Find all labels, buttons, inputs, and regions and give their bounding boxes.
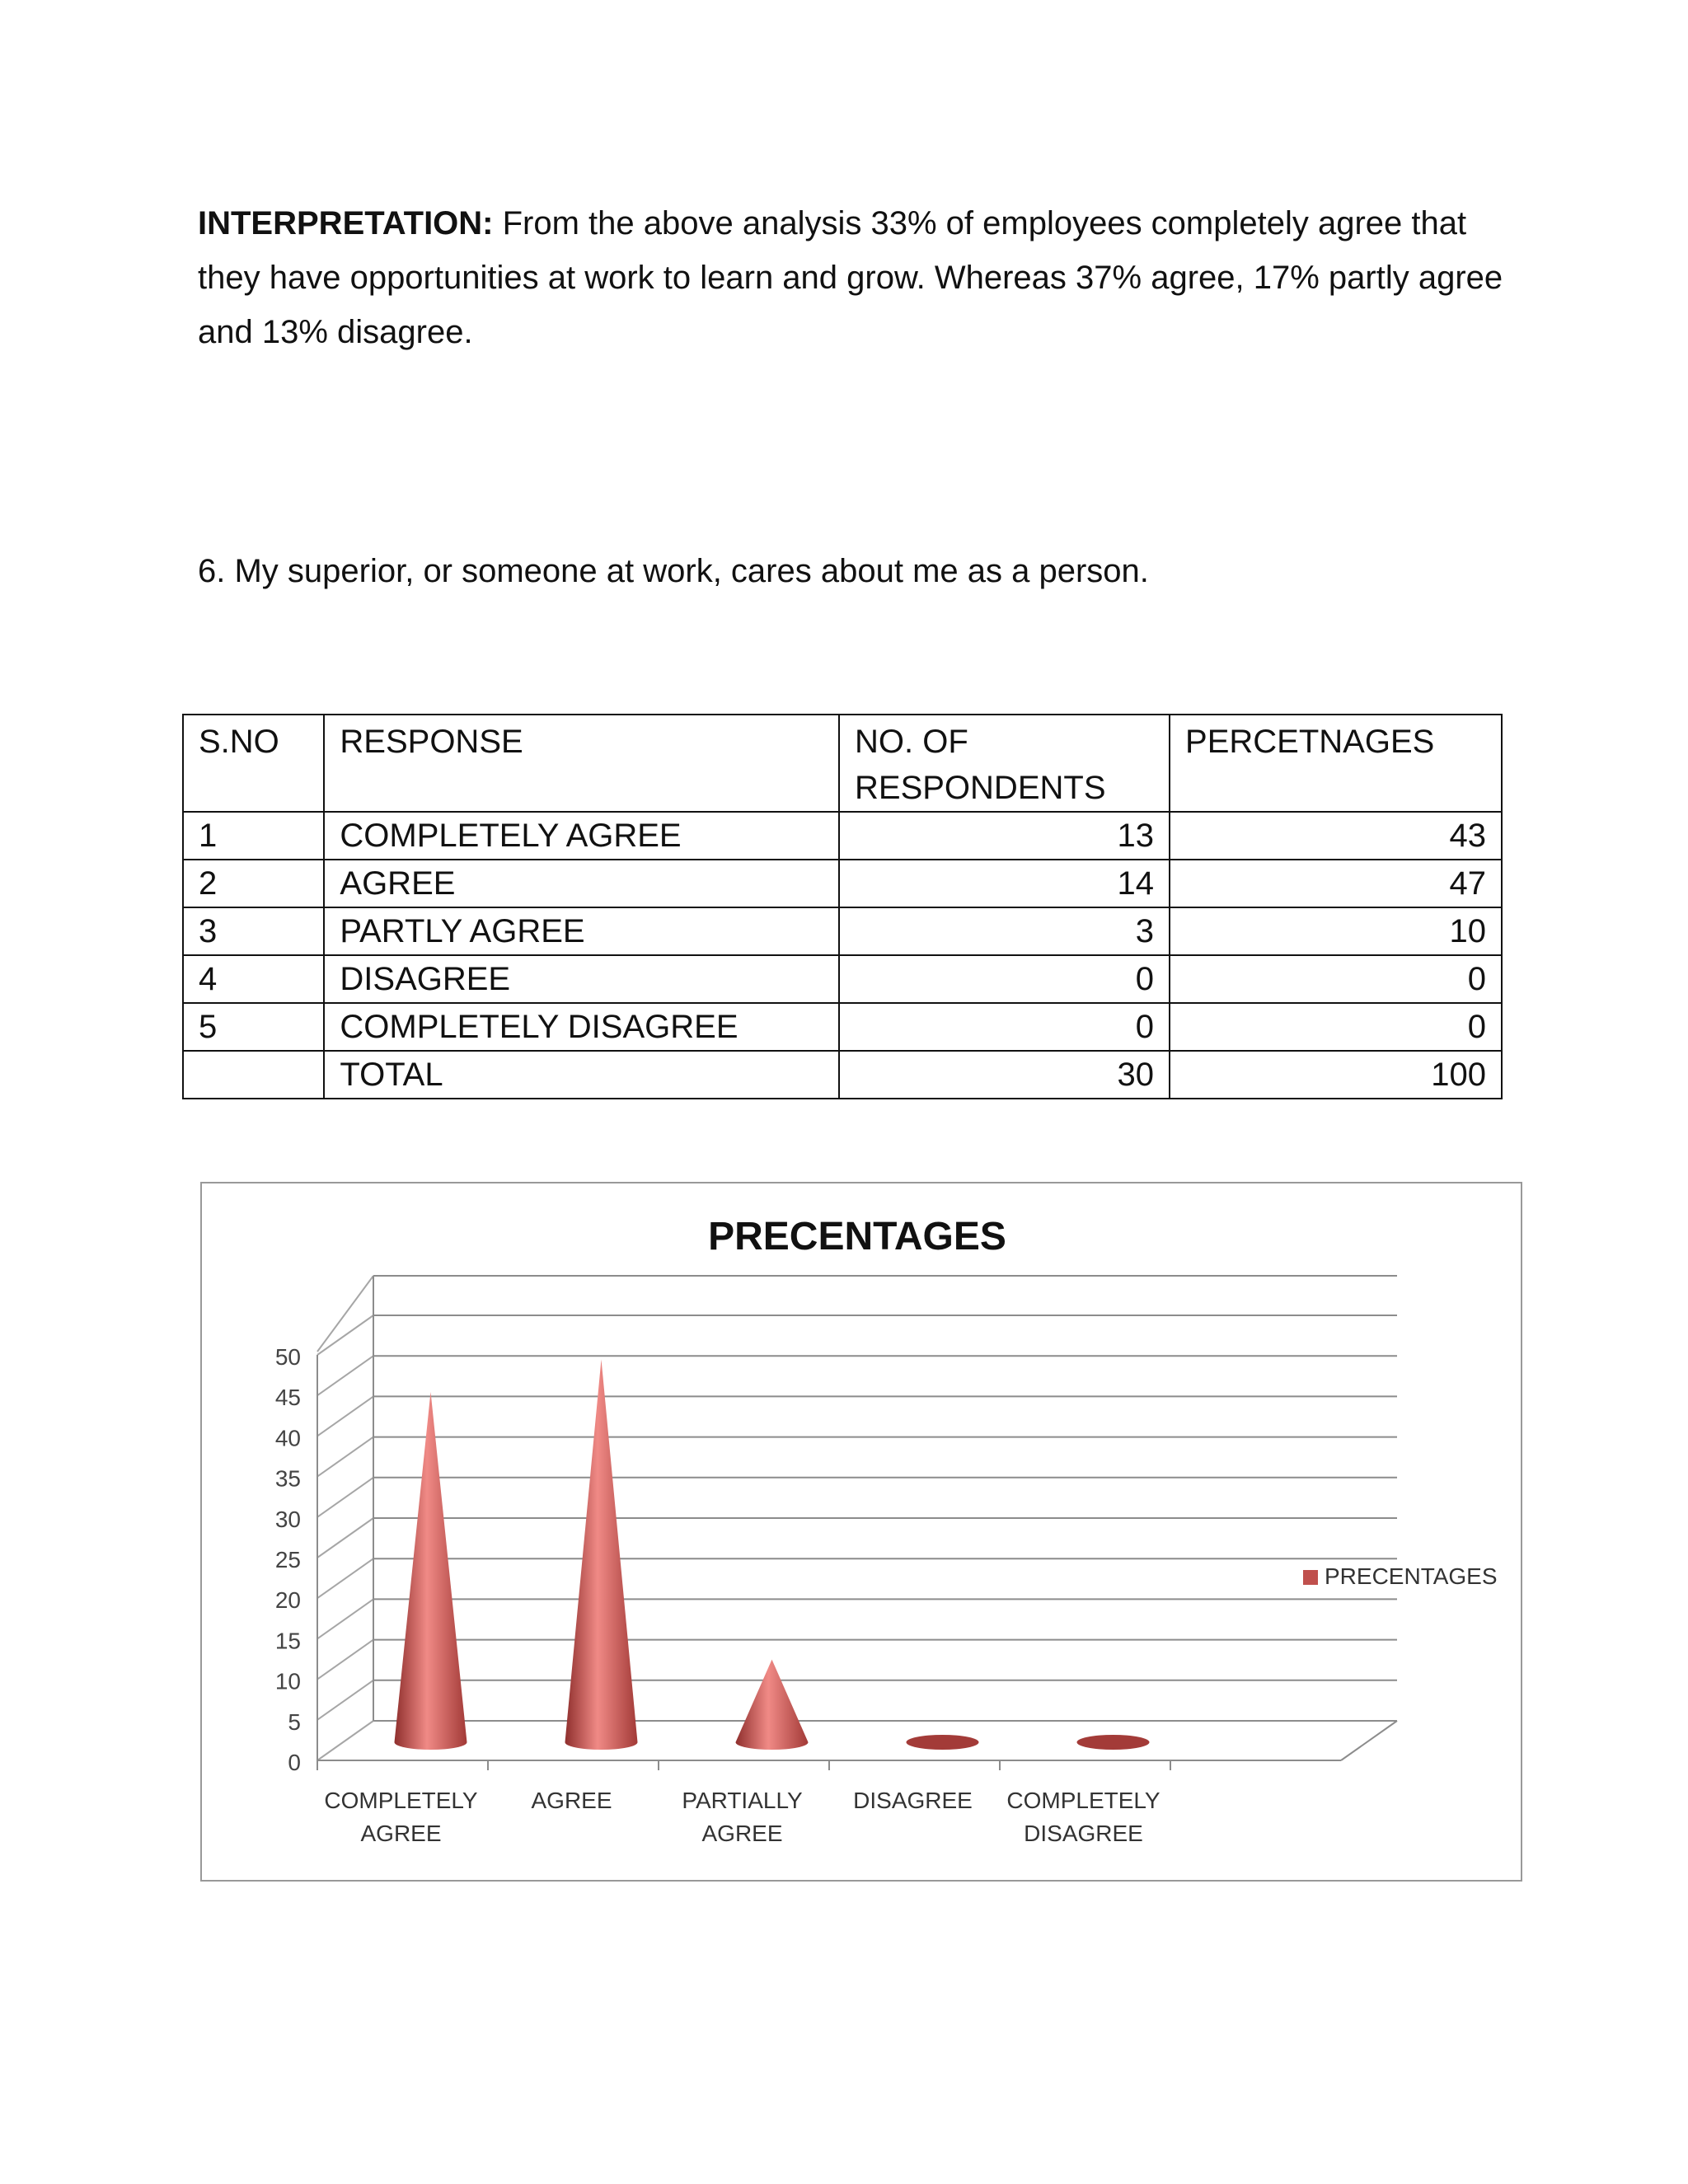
gridline-side <box>317 1437 373 1477</box>
cone-base-zero <box>907 1735 979 1750</box>
cell-percentage: 100 <box>1170 1051 1502 1099</box>
cell-percentage: 47 <box>1170 860 1502 907</box>
cone-bar <box>565 1360 638 1750</box>
gridline-side <box>317 1356 373 1395</box>
x-category-label: COMPLETELY DISAGREE <box>1006 1788 1160 1846</box>
gridline-side-top <box>317 1276 373 1352</box>
question-heading: 6. My superior, or someone at work, cares about me as a person. <box>198 553 1149 589</box>
cell-sno <box>183 1051 324 1099</box>
gridline-side <box>317 1396 373 1436</box>
cell-sno: 4 <box>183 955 324 1003</box>
cell-response: COMPLETELY DISAGREE <box>324 1003 839 1051</box>
y-tick-label: 25 <box>274 1547 301 1572</box>
cell-response: DISAGREE <box>324 955 839 1003</box>
cell-percentage: 0 <box>1170 955 1502 1003</box>
cell-response: AGREE <box>324 860 839 907</box>
cell-respondents: 0 <box>839 955 1170 1003</box>
x-category-label: DISAGREE <box>853 1788 973 1813</box>
cell-percentage: 0 <box>1170 1003 1502 1051</box>
legend-swatch <box>1303 1570 1318 1585</box>
cell-respondents: 30 <box>839 1051 1170 1099</box>
y-tick-label: 40 <box>274 1425 301 1451</box>
cell-sno: 5 <box>183 1003 324 1051</box>
gridline-side <box>317 1640 373 1680</box>
cell-sno: 1 <box>183 812 324 860</box>
y-tick-label: 15 <box>274 1628 301 1654</box>
gridline-side <box>317 1599 373 1638</box>
cell-response: PARTLY AGREE <box>324 907 839 955</box>
gridline-side <box>317 1315 373 1355</box>
header-sno: S.NO <box>183 715 324 812</box>
cone-bar <box>736 1660 809 1750</box>
gridline-side <box>317 1478 373 1517</box>
y-tick-label: 50 <box>274 1344 301 1370</box>
percentages-chart <box>200 1182 1522 1882</box>
cell-respondents: 14 <box>839 860 1170 907</box>
y-tick-label: 5 <box>288 1708 301 1735</box>
cell-respondents: 3 <box>839 907 1170 955</box>
y-tick-label: 35 <box>274 1465 301 1492</box>
interpretation-text: From the above analysis 33% of employees completely agree that they have opportunities at work to learn and grow. Whereas 37% agree, 17% partly agree and 13% disagree. <box>198 205 1503 350</box>
table-row <box>183 1003 1502 1051</box>
cell-percentage: 10 <box>1170 907 1502 955</box>
y-tick-label: 10 <box>274 1668 301 1694</box>
table-row <box>183 860 1502 907</box>
header-respondents: NO. OF RESPONDENTS <box>839 715 1170 812</box>
cell-respondents: 0 <box>839 1003 1170 1051</box>
x-category-label: COMPLETELY AGREE <box>324 1788 478 1846</box>
cell-response: TOTAL <box>324 1051 839 1099</box>
header-response: RESPONSE <box>324 715 839 812</box>
table-row <box>183 907 1502 955</box>
response-table <box>182 714 1503 1099</box>
y-tick-label: 30 <box>274 1506 301 1532</box>
gridline-side <box>317 1680 373 1720</box>
header-percentages: PERCETNAGES <box>1170 715 1502 812</box>
chart-svg <box>202 1183 1521 1880</box>
gridline-side <box>317 1558 373 1598</box>
x-category-label: AGREE <box>531 1788 612 1813</box>
cone-base-zero <box>1077 1735 1150 1750</box>
floor-edge <box>1341 1721 1397 1760</box>
chart-title: PRECENTAGES <box>708 1215 1006 1258</box>
y-tick-label: 45 <box>274 1385 301 1411</box>
table-row <box>183 1051 1502 1099</box>
table-row <box>183 955 1502 1003</box>
cell-response: COMPLETELY AGREE <box>324 812 839 860</box>
table-row <box>183 812 1502 860</box>
cell-sno: 3 <box>183 907 324 955</box>
table-header-row <box>183 715 1502 812</box>
cone-bar <box>395 1392 467 1750</box>
x-category-label: PARTIALLY AGREE <box>682 1788 803 1846</box>
cell-sno: 2 <box>183 860 324 907</box>
interpretation-paragraph <box>198 196 1517 359</box>
cell-respondents: 13 <box>839 812 1170 860</box>
y-tick-label: 0 <box>288 1750 301 1775</box>
cell-percentage: 43 <box>1170 812 1502 860</box>
gridline-side <box>317 1721 373 1760</box>
interpretation-label: INTERPRETATION: <box>198 205 494 241</box>
gridline-side <box>317 1518 373 1558</box>
y-tick-label: 20 <box>274 1587 301 1614</box>
legend-label: PRECENTAGES <box>1325 1563 1498 1589</box>
